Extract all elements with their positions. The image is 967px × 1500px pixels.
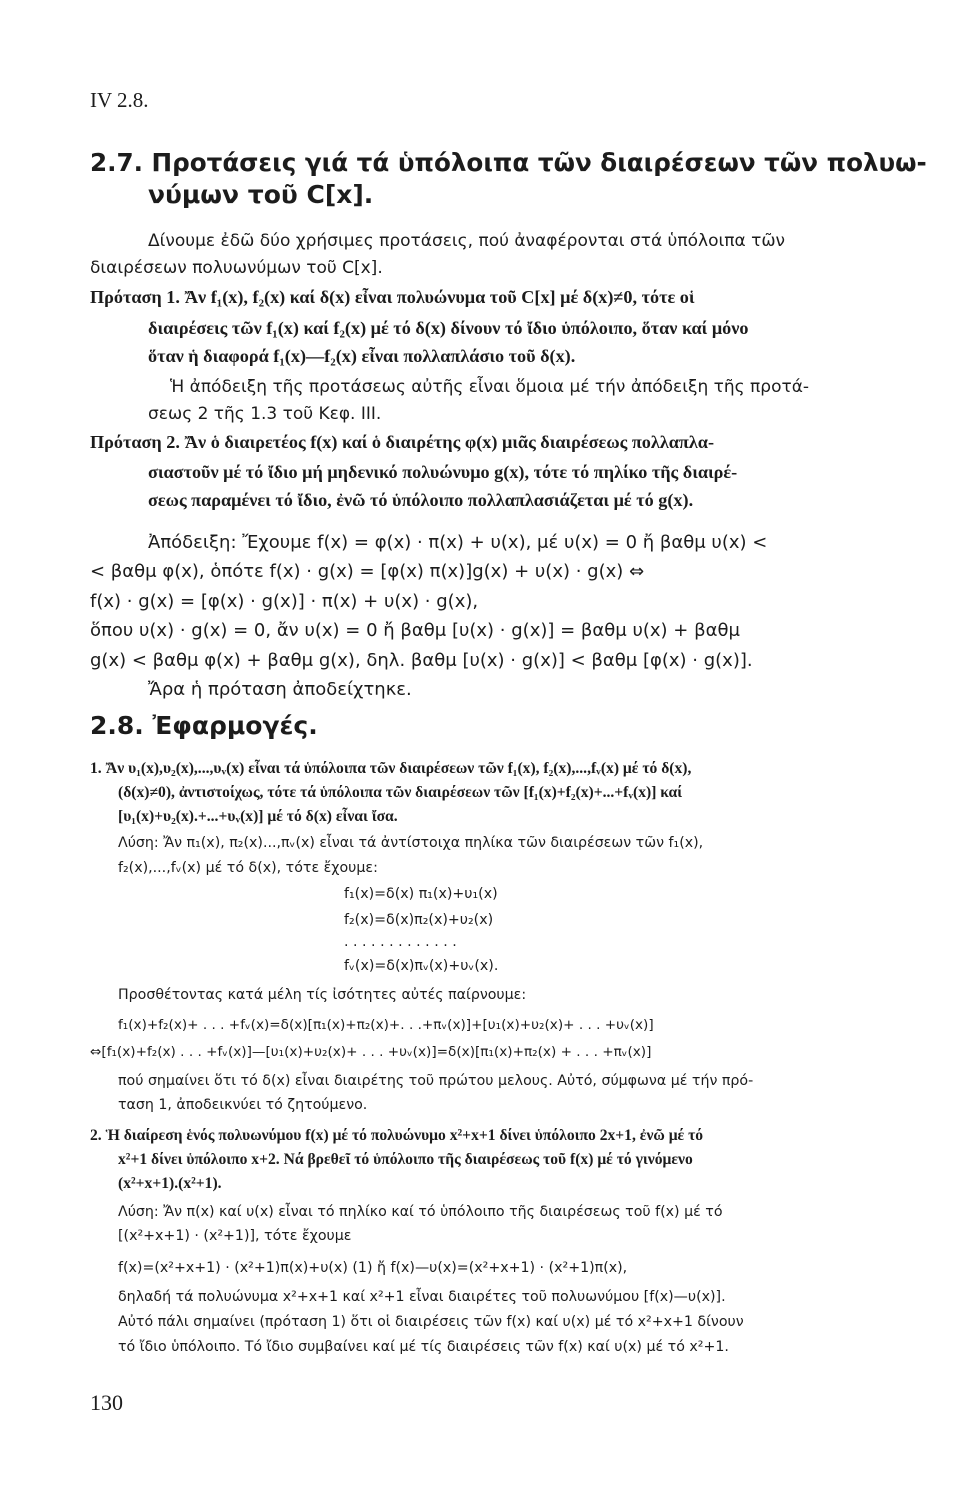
intro-line: Δίνουμε ἐδῶ δύο χρήσιμες προτάσεις, πού ἀναφέρονται στά ὑπόλοιπα τῶν <box>148 231 786 251</box>
exercise-line: x²+1 δίνει ὑπόλοιπο x+2. Νά βρεθεῖ τό ὑπόλοιπο τῆς διαιρέσεως τοῦ f(x) μέ τό γινόμενο <box>118 1151 693 1168</box>
exercise-line: 1. Ἄν υ₁(x),υ₂(x),...,υᵥ(x) εἶναι τά ὑπόλοιπα τῶν διαιρέσεων τῶν f₁(x), f₂(x),...,fᵥ(x) μέ τό δ(x), <box>90 760 692 777</box>
running-header: IV 2.8. <box>90 88 149 112</box>
proof-line: < βαθμ φ(x), ὁπότε f(x) · g(x) = [φ(x) π(x)]g(x) + υ(x) · g(x) ⇔ <box>90 561 645 582</box>
proof-line: f(x) · g(x) = [φ(x) · g(x)] · π(x) + υ(x) · g(x), <box>90 591 479 612</box>
section-title: 2.8. Ἐφαρμογές. <box>90 711 318 740</box>
proof-line: ὅπου υ(x) · g(x) = 0, ἄν υ(x) = 0 ἤ βαθμ [υ(x) · g(x)] = βαθμ υ(x) + βαθμ <box>90 620 740 641</box>
section-title-line1: 2.7. Προτάσεις γιά τά ὑπόλοιπα τῶν διαιρέσεων τῶν πολυω- <box>90 148 927 177</box>
page-number: 130 <box>90 1390 123 1415</box>
solution-line: Λύση: Ἄν π(x) καί υ(x) εἶναι τό πηλίκο καί τό ὑπόλοιπο τῆς διαιρέσεως τοῦ f(x) μέ τό <box>118 1204 723 1220</box>
solution-line: f(x)=(x²+x+1) · (x²+1)π(x)+υ(x) (1) ἤ f(x)—υ(x)=(x²+x+1) · (x²+1)π(x), <box>118 1260 628 1276</box>
equation-dots: . . . . . . . . . . . . . <box>344 934 457 950</box>
exercise-line: [υ₁(x)+υ₂(x).+...+υᵥ(x)] μέ τό δ(x) εἶναι ἴσα. <box>118 808 398 825</box>
exercise-line: (x²+x+1).(x²+1). <box>118 1175 222 1192</box>
proposition-line: σιαστοῦν μέ τό ἴδιο μή μηδενικό πολυώνυμο g(x), τότε τό πηλίκο τῆς διαιρέ- <box>148 462 738 482</box>
proposition-line: Πρόταση 2. Ἄν ὁ διαιρετέος f(x) καί ὁ διαιρέτης φ(x) μιᾶς διαιρέσεως πολλαπλα- <box>90 432 715 452</box>
proof-line: Ἄρα ἡ πρόταση ἀποδείχτηκε. <box>148 679 412 700</box>
solution-line: f₂(x),...,fᵥ(x) μέ τό δ(x), τότε ἔχουμε: <box>118 860 378 876</box>
solution-line: ταση 1, ἀποδεικνύει τό ζητούμενο. <box>118 1097 368 1113</box>
exercise-line: (δ(x)≠0), ἀντιστοίχως, τότε τά ὑπόλοιπα τῶν διαιρέσεων τῶν [f₁(x)+f₂(x)+...+fᵥ(x)] καί <box>118 784 683 801</box>
solution-line: πού σημαίνει ὅτι τό δ(x) εἶναι διαιρέτης τοῦ πρώτου μελους. Αὐτό, σύμφωνα μέ τήν πρό- <box>118 1073 754 1089</box>
solution-line: τό ἴδιο ὑπόλοιπο. Τό ἴδιο συμβαίνει καί μέ τίς διαιρέσεις τῶν f(x) καί υ(x) μέ τό x²+1. <box>118 1339 729 1355</box>
solution-line: [(x²+x+1) · (x²+1)], τότε ἔχουμε <box>118 1228 352 1244</box>
proof-line: Ἀπόδειξη: Ἔχουμε f(x) = φ(x) · π(x) + υ(x), μέ υ(x) = 0 ἤ βαθμ υ(x) < <box>148 532 768 553</box>
solution-line: Αὐτό πάλι σημαίνει (πρόταση 1) ὅτι οἱ διαιρέσεις τῶν f(x) καί υ(x) μέ τό x²+x+1 δίνουν <box>118 1314 744 1330</box>
equation: f₁(x)=δ(x) π₁(x)+υ₁(x) <box>344 886 498 902</box>
proposition-line: ὅταν ἡ διαφορά f₁(x)—f₂(x) εἶναι πολλαπλάσιο τοῦ δ(x). <box>148 346 576 366</box>
solution-line: Προσθέτοντας κατά μέλη τίς ἰσότητες αὐτές παίρνουμε: <box>118 987 527 1003</box>
solution-line: δηλαδή τά πολυώνυμα x²+x+1 καί x²+1 εἶναι διαιρέτες τοῦ πολυωνύμου [f(x)—υ(x)]. <box>118 1289 726 1305</box>
proof-line: g(x) < βαθμ φ(x) + βαθμ g(x), δηλ. βαθμ [υ(x) · g(x)] < βαθμ [φ(x) · g(x)]. <box>90 650 753 671</box>
exercise-line: 2. Ἡ διαίρεση ἑνός πολυωνύμου f(x) μέ τό πολυώνυμο x²+x+1 δίνει ὑπόλοιπο 2x+1, ἐνῶ μέ τό <box>90 1127 704 1144</box>
proposition-line: σεως παραμένει τό ἴδιο, ἐνῶ τό ὑπόλοιπο πολλαπλασιάζεται μέ τό g(x). <box>148 490 694 510</box>
section-title-line2: νύμων τοῦ C[x]. <box>148 180 374 209</box>
equation: ⇔[f₁(x)+f₂(x) . . . +fᵥ(x)]—[υ₁(x)+υ₂(x)+ . . . +υᵥ(x)]=δ(x)[π₁(x)+π₂(x) + . . . +πᵥ(x)] <box>90 1044 652 1060</box>
proof-line: σεως 2 τῆς 1.3 τοῦ Κεφ. III. <box>148 404 382 424</box>
proof-line: Ἡ ἀπόδειξη τῆς προτάσεως αὐτῆς εἶναι ὅμοια μέ τήν ἀπόδειξη τῆς προτά- <box>170 377 810 397</box>
equation: fᵥ(x)=δ(x)πᵥ(x)+υᵥ(x). <box>344 958 499 974</box>
equation: f₁(x)+f₂(x)+ . . . +fᵥ(x)=δ(x)[π₁(x)+π₂(x)+. . .+πᵥ(x)]+[υ₁(x)+υ₂(x)+ . . . +υᵥ(x)] <box>118 1017 654 1033</box>
proposition-line: διαιρέσεις τῶν f₁(x) καί f₂(x) μέ τό δ(x) δίνουν τό ἴδιο ὑπόλοιπο, ὅταν καί μόνο <box>148 318 749 338</box>
solution-line: Λύση: Ἄν π₁(x), π₂(x)...,πᵥ(x) εἶναι τά ἀντίστοιχα πηλίκα τῶν διαιρέσεων τῶν f₁(x), <box>118 835 704 851</box>
equation: f₂(x)=δ(x)π₂(x)+υ₂(x) <box>344 912 494 928</box>
intro-line: διαιρέσεων πολυωνύμων τοῦ C[x]. <box>90 258 383 278</box>
proposition-line: Πρόταση 1. Ἄν f₁(x), f₂(x) καί δ(x) εἶναι πολυώνυμα τοῦ C[x] μέ δ(x)≠0, τότε οἱ <box>90 287 695 307</box>
